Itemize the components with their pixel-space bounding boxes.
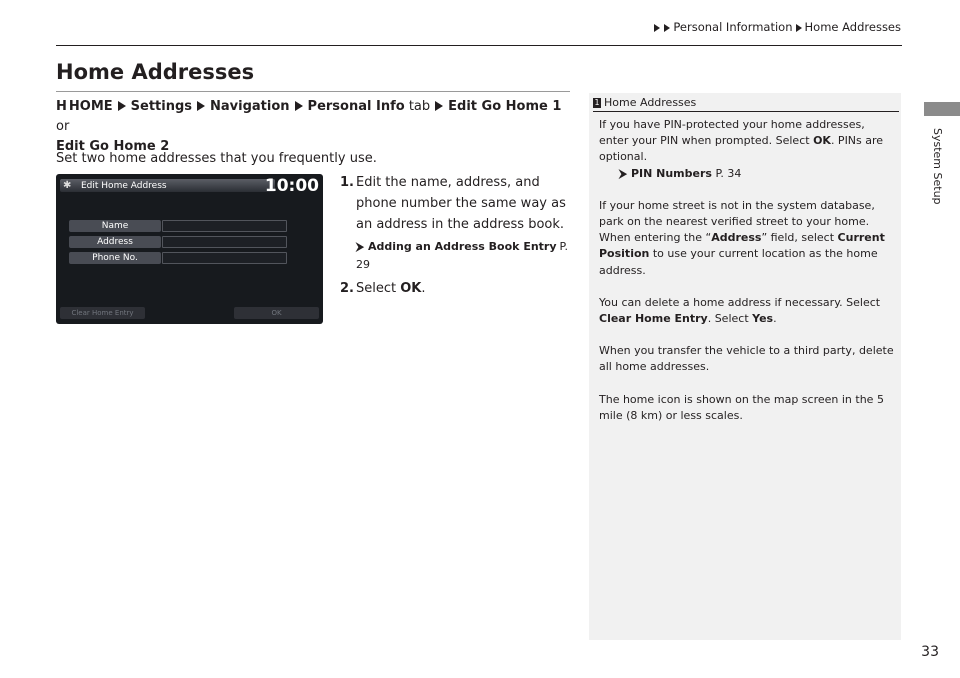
name-input[interactable] <box>162 220 287 232</box>
ref-page: P. 34 <box>715 166 742 180</box>
navigation-path <box>56 97 571 157</box>
screen-clock: 10:00 <box>264 176 319 196</box>
path-personal-info: Personal Info <box>307 99 405 114</box>
path-edit-go-home-2: Edit Go Home 2 <box>56 139 170 154</box>
note-marker-icon: 1 <box>594 98 600 107</box>
field-label: Phone No. <box>69 252 161 264</box>
settings-gear-icon: ✱ <box>63 180 72 191</box>
note-text: . PINs are optional. <box>599 134 884 164</box>
note-text: If your home street is not in the system database, park on the nearest verified street to your home. When entering the “ <box>599 198 875 245</box>
path-or-word: or <box>56 119 70 134</box>
address-field[interactable] <box>69 236 288 248</box>
note-paragraph <box>599 295 895 327</box>
ref-label[interactable]: PIN Numbers <box>630 166 712 180</box>
step-text: Edit the name, address, and phone number the same way as an address in the address book. <box>356 175 566 232</box>
sidebar-heading <box>593 96 696 109</box>
arrow-icon <box>435 101 443 111</box>
arrow-icon <box>796 24 802 32</box>
header-divider <box>56 45 902 46</box>
step-1 <box>340 172 580 235</box>
breadcrumb-current: Home Addresses <box>804 20 901 34</box>
note-text: If you have PIN-protected your home addresses, enter your PIN when prompted. Select <box>599 118 865 148</box>
screen-illustration <box>56 174 323 324</box>
breadcrumb <box>653 20 901 34</box>
section-label: System Setup <box>931 128 944 205</box>
note-paragraph <box>599 198 895 279</box>
path-edit-go-home-1: Edit Go Home 1 <box>448 99 562 114</box>
note-text: . Select <box>707 312 753 326</box>
note-text: You can delete a home address if necessary. Select <box>599 295 881 309</box>
step-ok-label: OK <box>400 281 422 296</box>
step-number: 2. <box>340 281 354 296</box>
note-bold: Clear Home Entry <box>599 312 708 326</box>
phone-input[interactable] <box>162 252 287 264</box>
step-number: 1. <box>340 175 354 190</box>
page-title: Home Addresses <box>56 60 255 84</box>
note-paragraph: The home icon is shown on the map screen in the 5 mile (8 km) or less scales. <box>599 392 884 422</box>
ok-button[interactable]: OK <box>234 307 319 319</box>
note-bold: Current Position <box>599 231 885 261</box>
double-arrow-icon <box>664 24 670 32</box>
phone-field[interactable] <box>69 252 288 264</box>
page-number: 33 <box>921 644 939 660</box>
arrow-icon <box>197 101 205 111</box>
step-2 <box>340 278 580 299</box>
path-tab-word: tab <box>408 99 431 114</box>
note-bold: Yes <box>752 312 774 326</box>
cross-reference[interactable] <box>356 238 580 274</box>
sidebar-divider <box>593 111 899 112</box>
note-bold: Address <box>711 231 762 245</box>
address-input[interactable] <box>162 236 287 248</box>
note-bold: OK <box>813 134 831 148</box>
sidebar-body <box>599 117 895 440</box>
sidebar-notes <box>589 93 901 640</box>
name-field[interactable] <box>69 220 288 232</box>
ref-label[interactable]: Adding an Address Book Entry <box>367 240 557 253</box>
breadcrumb-parent[interactable]: Personal Information <box>673 20 793 34</box>
path-home: HOME <box>68 99 113 114</box>
note-text: ” field, select <box>761 231 838 245</box>
cross-reference-icon: ⮞ <box>356 240 364 253</box>
note-paragraph: When you transfer the vehicle to a third party, delete all home addresses. <box>599 344 894 374</box>
title-divider <box>56 91 570 92</box>
arrow-icon <box>295 101 303 111</box>
path-settings: Settings <box>130 99 193 114</box>
field-label: Address <box>69 236 161 248</box>
section-tab <box>924 102 960 116</box>
clear-home-entry-button[interactable]: Clear Home Entry <box>60 307 145 319</box>
note-text: . <box>773 312 777 326</box>
ref-page: P. 29 <box>356 240 568 271</box>
cross-reference-icon: ⮞ <box>619 166 627 180</box>
field-label: Name <box>69 220 161 232</box>
note-paragraph <box>599 117 895 182</box>
note-text: to use your current location as the home address. <box>599 247 878 277</box>
step-text: Select <box>356 281 401 296</box>
home-button-icon: H <box>56 99 67 114</box>
steps-list <box>340 172 580 299</box>
arrow-icon <box>118 101 126 111</box>
intro-text: Set two home addresses that you frequently use. <box>56 151 377 166</box>
path-navigation: Navigation <box>210 99 290 114</box>
sidebar-heading-text: Home Addresses <box>604 96 697 109</box>
cross-reference[interactable] <box>619 167 741 180</box>
double-arrow-icon <box>654 24 660 32</box>
screen-title: Edit Home Address <box>81 181 167 191</box>
step-text-end: . <box>421 281 426 296</box>
